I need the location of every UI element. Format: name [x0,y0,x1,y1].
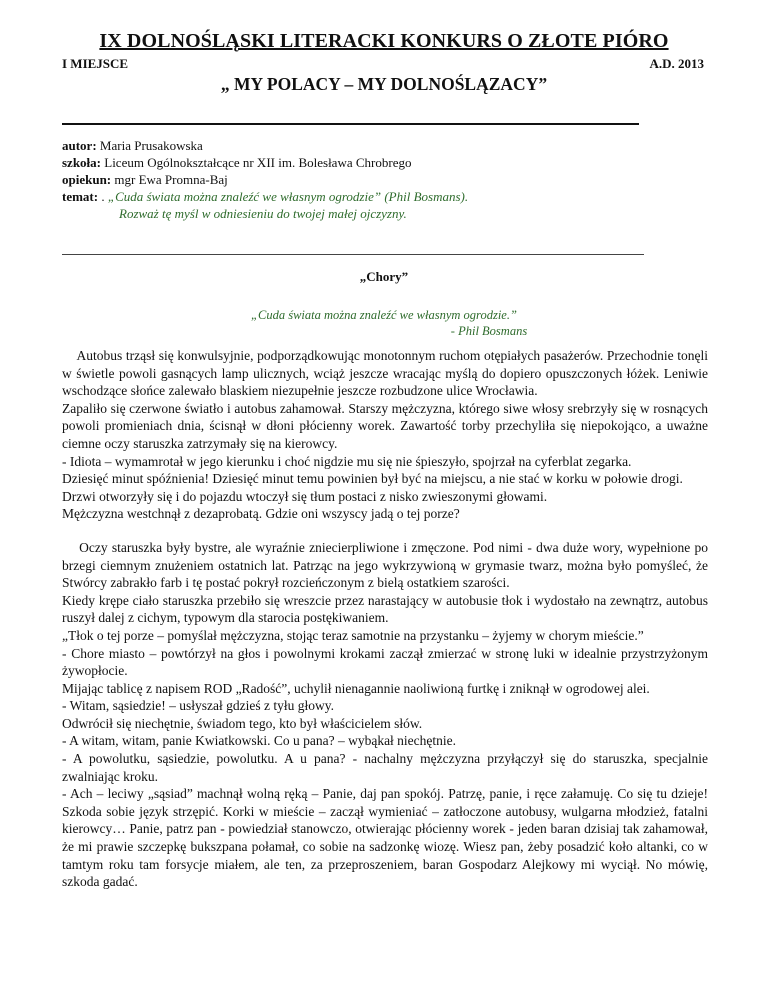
mentor-label: opiekun: [62,172,112,187]
author-value: Maria Prusakowska [96,138,203,153]
topic-line-1: „Cuda świata można znaleźć we własnym ogrodzie” (Phil Bosmans). [107,189,469,204]
author-row [62,137,722,154]
topic-row [62,188,722,205]
motto-author: - Phil Bosmans [450,324,528,338]
story-title: „Chory” [359,269,409,284]
story-paragraph: - A witam, witam, panie Kwiatkowski. Co u pana? – wybąkał niechętnie. [62,733,457,749]
story-paragraph: Kiedy krępe ciało staruszka przebiło się wreszcie przez narastający w autobusie tłok i wydostało na zewnątrz, autobus ruszył dalej z cichym, typowym dla starocia postękiwaniem. [62,592,708,626]
award-place: I MIEJSCE [62,56,129,71]
topic-prefix: . [98,189,108,204]
story-paragraph: Dziesięć minut spóźnienia! Dziesięć minut temu powinien był być na miejscu, a nie stać w korku w połowie drogi. [62,471,683,487]
story-paragraph: - Witam, sąsiedzie! – usłyszał gdzieś z tyłu głowy. [62,698,335,714]
school-row [62,154,722,171]
story-paragraph: - Chore miasto – powtórzył na głos i powolnymi krokami zaczął zmierzać w stronę luki w idealnie przystrzyżonym żywopłocie. [62,645,708,679]
award-year: A.D. 2013 [649,56,704,71]
story-paragraph: Mężczyzna westchnął z dezaprobatą. Gdzie oni wszyscy jadą o tej porze? [62,506,460,522]
school-value: Liceum Ogólnokształcące nr XII im. Bolesława Chrobrego [101,155,412,170]
entry-metadata [62,137,722,222]
story-paragraph: Zapaliło się czerwone światło i autobus zahamował. Starszy mężczyzna, którego siwe włosy srebrzyły się w rosnących powoli promieniach dnia, ścisnął w dłoni płócienny worek. Zawartość torby przechyliła się niepokojąco, a uważne ciemne oczy staruszka zatrzymały się na kierowcy. [62,400,708,451]
story-body [62,347,712,891]
author-label: autor: [62,138,97,153]
section-divider [62,254,644,255]
story-paragraph: Autobus trząsł się konwulsyjnie, podporządkowując monotonnym ruchom otępiałych pasażerów. Przechodnie tonęli w świetle powoli gasnących lamp ulicznych, wciąż jeszcze wracając myślą do dopiero opuszczonych łóżek. Leniwie wschodzące słońce zalewało blaskiem niezupełnie jeszcze rozbudzone ulice Wrocławia. [62,348,712,399]
story-paragraph: Mijając tablicę z napisem ROD „Radość”, uchylił nienagannie naoliwioną furtkę i zniknął w ogrodowej alei. [62,680,650,696]
topic-label: temat: [62,189,99,204]
story-paragraph: Oczy staruszka były bystre, ale wyraźnie zniecierpliwione i zmęczone. Pod nimi - dwa duże wory, wypełnione po brzegi ciemnym znużeniem ostatnich lat. Patrząc na jego wykrzywioną w grymasie twarz, można było pomyśleć, że Stwórcy zabrakło farb i tę postać pokrył rozcieńczonym z bielą ostatkiem szarości. [62,539,712,591]
mentor-row [62,171,722,188]
story-paragraph: Drzwi otworzyły się i do pojazdu wtoczył się tłum postaci z nisko zwieszonymi głowami. [62,488,548,504]
motto-quote: „Cuda świata można znaleźć we własnym ogrodzie.” [251,308,517,322]
story-paragraph: Odwrócił się niechętnie, świadom tego, kto był właścicielem słów. [62,715,423,731]
school-label: szkoła: [62,155,101,170]
mentor-value: mgr Ewa Promna-Baj [111,172,228,187]
header-divider [62,123,639,125]
story-paragraph: „Tłok o tej porze – pomyślał mężczyzna, stojąc teraz samotnie na przystanku – żyjemy w chorym mieście.” [62,627,644,643]
story-motto [0,307,768,339]
story-paragraph: - A powolutku, sąsiedzie, powolutku. A u pana? - nachalny mężczyzna przyłączył się do staruszka, specjalnie zwalniając kroku. [62,751,708,784]
topic-row-continued [62,205,722,222]
topic-line-2: Rozważ tę myśl w odniesieniu do twojej małej ojczyzny. [119,206,407,221]
contest-title: IX DOLNOŚLĄSKI LITERACKI KONKURS O ZŁOTE PIÓRO [99,30,669,52]
story-paragraph: - Ach – leciwy „sąsiad” machnął wolną ręką – Panie, daj pan spokój. Patrzę, panie, i ręce załamuję. Co się tu dzieje! Szkoda sobie język strzępić. Korki w mieście – zaczął wymieniać – zatłoczone autobusy, wulgarna młodzież, fatalni kierowcy… Panie, patrz pan - powiedział stanowczo, otwierając płócienny worek - jeden baran dzisiaj tak zahamował, że mi prawie szczepkę bukszpana połamał, co sobie na sadzonkę wiozę. Wiesz pan, żeby posadzić koło altanki, co w tamtym roku tam forsycje miałem, ale ten, za przeproszeniem, baran Gospodarz Alejkowy mi wyciął. No mówię, szkoda gadać. [62,786,708,890]
story-paragraph: - Idiota – wymamrotał w jego kierunku i choć nigdzie mu się nie śpieszyło, spojrzał na cyferblat zegarka. [62,453,632,469]
contest-subtitle: „ MY POLACY – MY DOLNOŚLĄZACY” [220,74,548,94]
